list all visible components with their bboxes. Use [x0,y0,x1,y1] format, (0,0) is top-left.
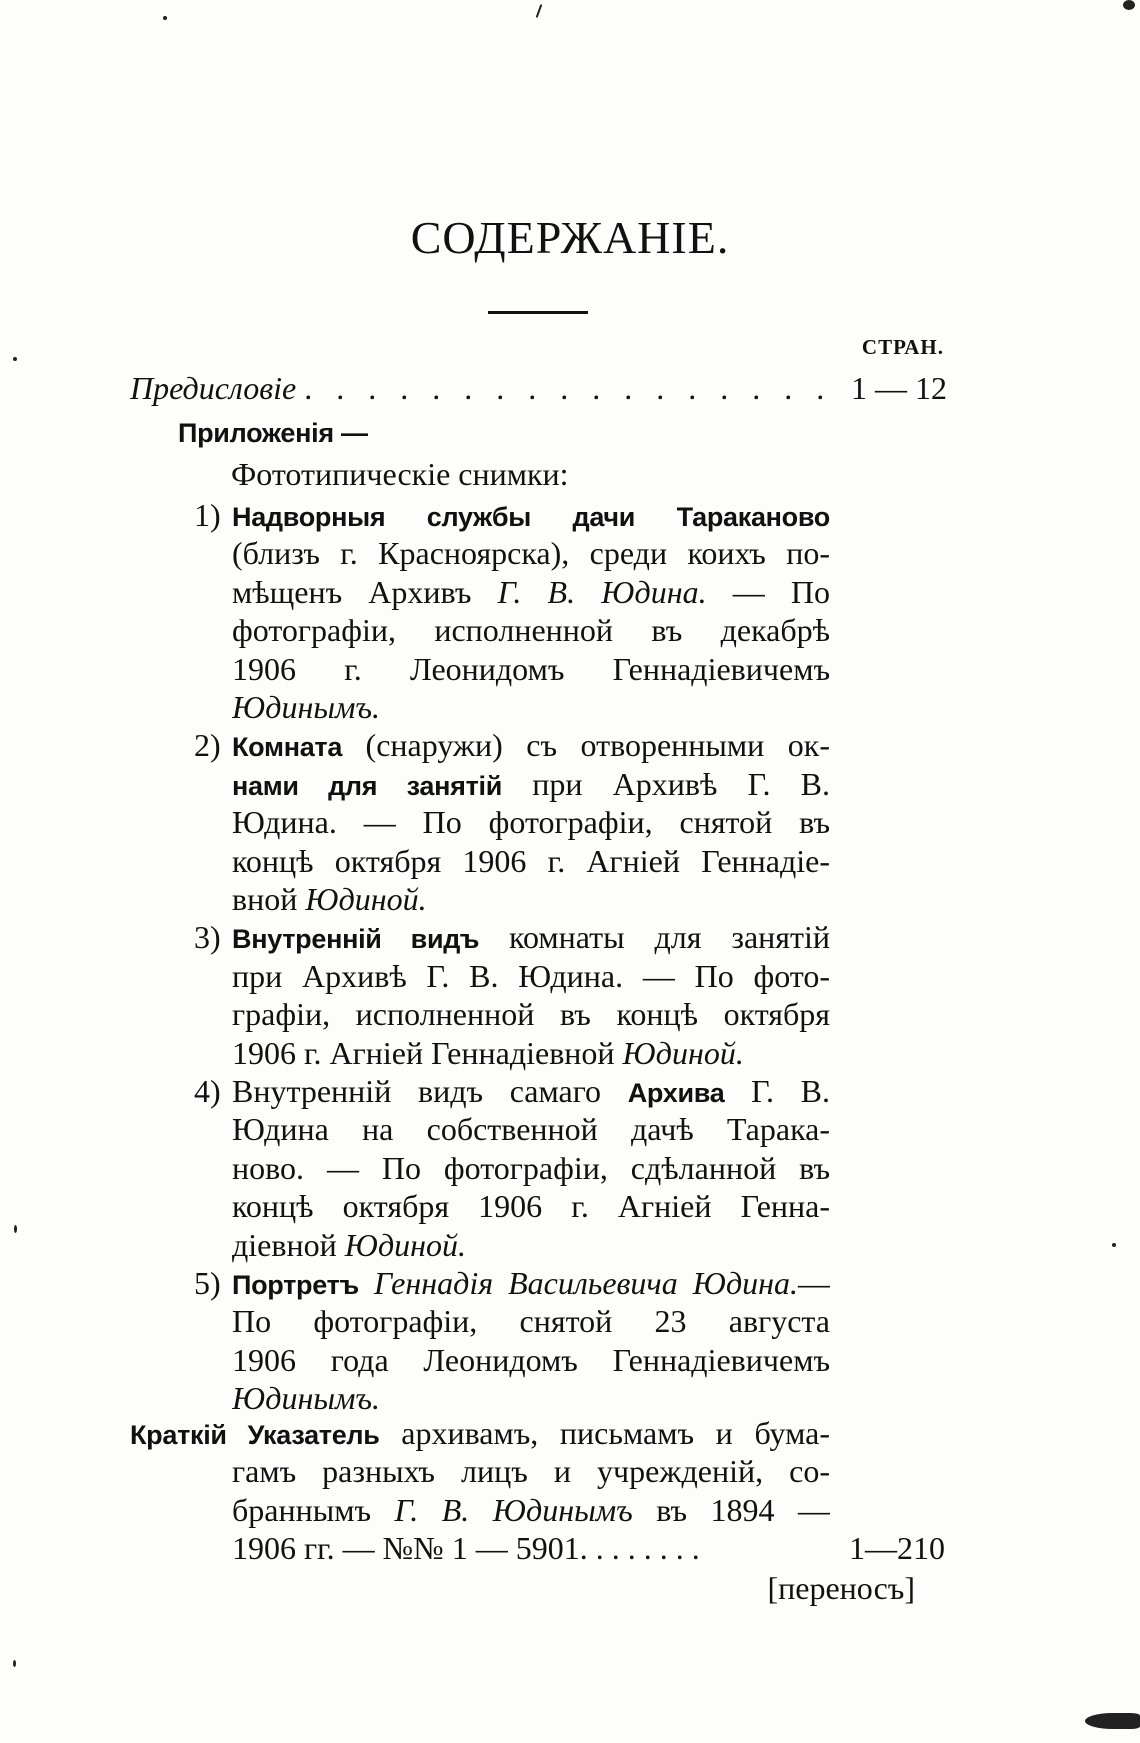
speck [1112,1243,1116,1247]
edge-blot [1085,1713,1140,1729]
speck [13,357,17,361]
text-run: ново. — По фотографіи, сдѣланной въ [232,1149,830,1186]
italic-text: Г. В. Юдина. [497,573,707,610]
index-page-range: 1—210 [849,1530,945,1566]
text-run: при Архивѣ Г. В. Юдина. — По фото- [232,957,830,994]
page-title: СОДЕРЖАНІЕ. [410,212,730,263]
text-run: мѣщенъ Архивъ [232,573,498,610]
text-run: фотографіи, исполненной въ декабрѣ [232,612,830,649]
text-line [232,1302,830,1340]
text-line [232,1341,830,1379]
text-run: — По [706,573,830,610]
text-run: 1906 гг. — №№ 1 — 5901. . . . . . . . [232,1530,700,1567]
bold-text: Комната [232,732,343,763]
text-run: Г. В. [724,1073,830,1109]
text-line [232,842,830,880]
text-run: (снаружи) съ отворенными ок- [342,727,830,764]
text-run: архивамъ, письмамъ и бума- [379,1415,830,1451]
speck [163,16,167,20]
preface-label: Предисловіе [130,370,297,406]
italic-text: Г. В. Юдинымъ [394,1491,633,1528]
text-run: графіи, исполненной въ концѣ октября [232,996,830,1033]
italic-text: Юдинымъ. [232,689,381,725]
text-line [232,765,830,803]
photos-heading: Фототипическіе снимки: [231,456,569,492]
text-run: — [798,1265,830,1301]
text-line [232,1187,830,1225]
text-line [194,726,830,764]
text-line [232,803,830,841]
appendices-heading [178,412,778,450]
italic-text: Юдиной. [305,881,427,917]
appendices-heading-text: Приложенія — [178,418,368,448]
text-line [232,573,830,611]
text-run: 1906 года Леонидомъ Геннадіевичемъ [232,1341,830,1378]
bold-text: Надворныя службы дачи Тараканово [232,502,830,532]
text-line [232,1491,830,1529]
bold-text: Архива [627,1078,725,1108]
text-line [232,1226,830,1264]
text-line [232,650,830,688]
italic-text: Геннадія Васильевича Юдина. [373,1265,799,1301]
bold-text: Портретъ [232,1270,359,1300]
leader-dots: . . . . . . . . . . . . . . . . . [304,370,833,406]
bold-text: нами для занятій [232,770,503,801]
text-run: концѣ октября 1906 г. Агніей Геннадіе- [232,842,830,879]
pages-column-header: СТРАН. [861,335,944,359]
title-rule [488,311,588,314]
preface-page-range: 1 — 12 [851,370,947,406]
text-line [232,534,830,572]
toc-entry-preface [130,369,835,407]
text-line [232,995,830,1033]
text-run: (близъ г. Красноярска), среди коихъ по- [232,535,830,572]
text-line [232,1110,830,1148]
text-run: Внутренній видъ самаго [232,1073,628,1109]
text-run: 1906 г. Агніей Геннадіевной [232,1034,623,1071]
text-line [130,1414,830,1452]
text-line [232,880,830,918]
text-line [194,918,830,956]
speck [536,4,543,18]
text-run: Юдина. — По фотографіи, снятой въ [232,804,830,841]
text-line [232,1529,832,1567]
text-line [232,1452,830,1490]
speck [1123,0,1135,10]
speck [14,1225,17,1233]
text-run: въ 1894 — [632,1491,830,1528]
text-line [232,1149,830,1187]
bold-text: Внутренній видъ [232,924,480,955]
text-run: 1906 г. Леонидомъ Геннадіевичемъ [232,650,830,687]
italic-text: Юдинымъ. [232,1380,381,1417]
text-line [194,1072,830,1110]
item-number: 1) [194,497,221,533]
text-run: при Архивѣ Г. В. [502,765,830,802]
text-run: комнаты для занятій [479,919,830,956]
item-number: 2) [194,727,221,764]
bold-text: Краткій Указатель [130,1420,380,1450]
text-run: гамъ разныхъ лицъ и учрежденій, со- [232,1453,830,1490]
item-number: 4) [194,1073,221,1109]
text-run: По фотографіи, снятой 23 августа [232,1303,830,1340]
text-run: діевной [232,1226,345,1263]
italic-text: Юдиной. [622,1034,744,1071]
text-run: вной [232,881,306,917]
text-run: Юдина на собственной дачѣ Тарака- [232,1111,830,1148]
text-line [194,496,830,534]
text-run: концѣ октября 1906 г. Агніей Генна- [232,1188,830,1225]
item-number: 3) [194,919,221,956]
item-number: 5) [194,1265,221,1301]
text-line [232,1034,830,1072]
text-run [359,1265,374,1301]
text-line [232,611,830,649]
speck [13,1660,16,1667]
continuation-note: [переносъ] [767,1570,915,1606]
text-line [232,1379,830,1417]
text-run: браннымъ [232,1491,395,1528]
italic-text: Юдиной. [344,1226,467,1263]
text-line [232,957,830,995]
text-line [232,688,830,726]
text-line [194,1264,830,1302]
